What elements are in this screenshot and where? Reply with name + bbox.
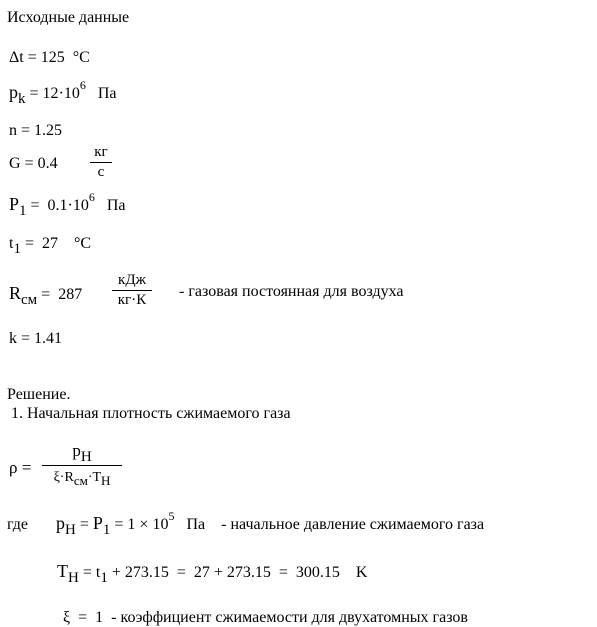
given-n: n = 1.25: [9, 122, 63, 139]
th-sub: H: [68, 570, 79, 586]
where-sub: H: [65, 522, 76, 538]
p1-unit: Па: [106, 197, 126, 214]
r-unit-den: кг·К: [117, 292, 147, 308]
r-unit-bar: [112, 290, 152, 291]
g-unit-den: с: [97, 164, 105, 180]
rho-fraction: [42, 442, 122, 486]
where-symbol: p: [56, 513, 66, 533]
r-eq: =: [37, 286, 55, 303]
th-t: t: [95, 564, 101, 581]
rho-lhs: ρ =: [9, 458, 32, 477]
pk-unit: Па: [97, 85, 117, 102]
given-p1: [9, 190, 126, 219]
given-pk: [9, 78, 117, 107]
given-t1: [9, 235, 92, 257]
pk-symbol: p: [9, 82, 18, 102]
t1-symbol: t: [9, 235, 14, 252]
where-symbol2: P: [92, 513, 103, 533]
where-label: где: [7, 516, 29, 533]
where-sub2: 1: [102, 522, 111, 538]
th-tsub: 1: [100, 570, 108, 586]
given-r: [9, 283, 83, 308]
xi-comment: - коэффициент сжимаемости для двухатомных газов: [111, 609, 468, 626]
dt-value: 125: [40, 49, 65, 66]
g-unit-fraction: [90, 144, 112, 181]
pk-value: 12·10: [42, 85, 80, 102]
where-eq: =: [75, 516, 93, 533]
th-rest: + 273.15 = 27 + 273.15 = 300.15: [107, 564, 340, 581]
where-line: [7, 509, 485, 538]
rho-num-sub: H: [80, 449, 92, 465]
pk-exp: 6: [79, 78, 86, 92]
where-comment: - начальное давление сжимаемого газа: [221, 516, 485, 533]
dt-symbol: Δt: [9, 49, 24, 66]
rho-den-a: ξ·R: [53, 470, 74, 485]
t1-value: 27: [41, 235, 58, 252]
p1-symbol: P: [9, 194, 20, 214]
where-rest: = 1 × 10: [110, 516, 169, 533]
pk-eq: =: [25, 85, 43, 102]
rho-denominator: [42, 468, 122, 486]
step1-title: 1. Начальная плотность сжимаемого газа: [7, 405, 291, 422]
where-unit: Па: [186, 516, 206, 533]
th-eq: =: [78, 564, 96, 581]
p1-value: 0.1·10: [47, 197, 89, 214]
r-unit-fraction: [112, 272, 152, 309]
given-k: k = 1.41: [9, 330, 63, 347]
t1-eq: =: [20, 235, 38, 252]
t1-unit: °C: [73, 235, 92, 252]
xi-line: [63, 609, 468, 627]
r-sub: см: [21, 292, 38, 308]
dt-eq: =: [23, 49, 41, 66]
pk-sub: k: [18, 91, 26, 107]
r-unit-num: кДж: [118, 272, 146, 288]
where-exp: 5: [168, 509, 175, 523]
th-symbol: T: [57, 561, 68, 581]
dt-unit: °C: [72, 49, 90, 66]
p1-eq: =: [26, 197, 44, 214]
g-unit-num: кг: [94, 144, 108, 160]
xi-text: ξ = 1: [63, 609, 104, 626]
r-comment: - газовая постоянная для воздуха: [179, 283, 404, 300]
section-title-solution: Решение.: [7, 386, 71, 403]
section-title-initial: Исходные данные: [7, 9, 130, 26]
th-unit: K: [355, 564, 368, 581]
g-unit-bar: [90, 162, 112, 163]
th-line: [57, 561, 368, 586]
r-value: 287: [58, 286, 83, 303]
t1-sub: 1: [13, 241, 21, 257]
rho-den-sub: см: [73, 473, 88, 488]
rho-den-b: ·T: [87, 470, 102, 485]
r-symbol: R: [9, 283, 22, 303]
given-dt: [9, 49, 90, 67]
given-g: G = 0.4: [9, 155, 58, 172]
rho-numerator: [42, 441, 122, 465]
rho-den-sub2: H: [101, 473, 111, 488]
rho-fraction-bar: [42, 465, 122, 466]
p1-sub: 1: [19, 203, 27, 219]
p1-exp: 6: [88, 190, 95, 204]
rho-num-symbol: p: [72, 441, 81, 460]
